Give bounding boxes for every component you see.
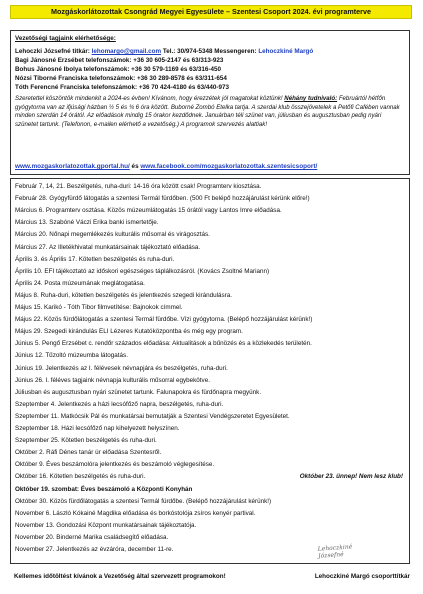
- contact-line-nozsi: Nózsi Tiborné Franciska telefonszámok: +36 30 289-8578 és 63/311-654: [15, 75, 227, 82]
- event-note-no-club: Október 23. ünnep! Nem lesz klub!: [299, 473, 403, 481]
- event-item: Április 10. EFI tájékoztató az időskori egészséges táplálkozásról. (Kovács Zsoltné Mariann): [15, 267, 270, 275]
- notice-part2: Februártól hétfőn gyógytorna van az ifjúsági házban ½ 5 és ¾ 6 óra között. Buborné Zombó Etelka tartja. A szerdai klub összejövetelek a Petőfi Cafében vannak minden szerdán 14 órától. Az előadások mindig 15 órakor kezdődnek. Januárban téli szünet van, júliusban és augusztusban pedig nyári szünetet tartunk. (Telefonon, e-mailen elérhető a vezetőség.) A programok szervezés alattiak!: [15, 95, 400, 128]
- page-title: Mozgáskorlátozottak Csongrád Megyei Egyesülete – Szentesi Csoport 2024. évi programterve: [10, 5, 412, 19]
- event-item: November 27. Jelentkezés az évzáróra, december 11-re.: [15, 546, 174, 553]
- footer: [14, 573, 410, 581]
- event-item: Június 26. I. féléves tagjaink névnapja kulturális műsorral egybekötve.: [15, 376, 210, 384]
- event-item: November 6. László Kókainé Magdika előadása és borkóstolója zsíros kenyér partival.: [15, 509, 256, 517]
- event-item: Május 22. Közös fürdőlátogatás a szentesi Termál fürdőbe. Vízi gyógytorna. (Belépő hozzájárulást kérünk!): [15, 316, 313, 324]
- web-joiner: és: [129, 163, 141, 170]
- notice-paragraph: [15, 95, 405, 129]
- footer-greeting: Kellemes időtöltést kívánok a Vezetőség által szervezett programokon!: [14, 573, 226, 580]
- contacts-box: [10, 30, 410, 175]
- contact-line-bagi: Bagi Jánosné Erzsébet telefonszámok: +36 30 605-2147 és 63/313-923: [15, 57, 224, 64]
- event-item: Május 8. Ruha-duri, kötetlen beszélgetés és jelentkezés szegedi kirándulásra.: [15, 291, 233, 299]
- event-item: Október 16. Kötetlen beszélgetés és ruha-duri.: [15, 473, 146, 481]
- event-item: Október 30. Közös fürdőlátogatás a szentesi Termál fürdőbe. (Belépő hozzájárulást kérünk!): [15, 497, 272, 505]
- event-item: Március 6. Programterv osztása. Közös múzeumlátogatás 15 órától vagy Lantos Imre előadása.: [15, 207, 282, 215]
- event-item: November 13. Gondozási Központ munkatársainak tájékoztatója.: [15, 521, 197, 529]
- secretary-prefix: Lehoczki Józsefné titkár:: [15, 48, 92, 55]
- event-item: Április 3. és Április 17. Kötetlen beszélgetés és ruha-duri.: [15, 255, 175, 263]
- event-item: Június 12. Tűzoltó múzeumba látogatás.: [15, 352, 128, 360]
- event-item: Június 19. Jelentkezés az I. félévesek névnapjára és beszélgetés, ruha-duri.: [15, 364, 228, 372]
- event-item: Október 2. Ráfi Dénes tanár úr előadása Szentesről.: [15, 449, 162, 457]
- notice-part1: Szeretettel köszöntök mindenkit a 2024-es évben! Kívánom, hogy érezzétek jól magatokat köztünk!: [15, 95, 285, 102]
- event-item: Február 7, 14, 21. Beszélgetés, ruha-duri: 14-16 óra között csak! Programterv kiosztása.: [15, 183, 262, 190]
- event-item: Március 20. Nőnapi megemlékezés kulturális műsorral és virágosztás.: [15, 231, 210, 239]
- event-item: Szeptember 18. Házi lecsófőző nap kihelyezett helyszínen.: [15, 425, 180, 432]
- secretary-line: [15, 48, 313, 56]
- event-item: Október 9. Éves beszámolóra jelentkezés és beszámoló véglegesítése.: [15, 461, 215, 469]
- event-item: Március 13. Szabóné Váczi Erika banki ismertetője.: [15, 219, 159, 227]
- contact-line-toth: Tóth Ferencné Franciska telefonszámok: +36 70 424-4180 és 63/440-973: [15, 84, 230, 91]
- event-item: Júliusban és augusztusban nyári szünetet tartunk. Falunapokra és fürdőnapra megyünk.: [15, 388, 262, 396]
- handwritten-signature: Lehoczkiné Józsefné: [317, 543, 353, 560]
- contact-line-bohus: Bohus Jánosné Ibolya telefonszámok: +36 30 579-1169 és 63/316-450: [15, 66, 221, 73]
- secretary-email-link[interactable]: lehomargo@gmail.com: [91, 48, 162, 55]
- secretary-suffix: Tel.: 30/974-5348 Messengeren:: [161, 48, 259, 55]
- web-links: [15, 163, 317, 171]
- event-item: Március 27. Az Illetékhivatal munkatársainak tájékoztató előadása.: [15, 243, 201, 251]
- event-item: Szeptember 4. Jelentkezés a házi lecsófőző napra, beszélgetés, ruha-duri.: [15, 400, 224, 408]
- notice-emphasis: Néhány tudnivaló:: [284, 95, 338, 102]
- secretary-messenger: Lehoczkiné Margó: [258, 48, 314, 55]
- event-item: Szeptember 11. Matkócsik Pál és munkatársai bemutatják a Szentesi Vendégszeretet Egyesületet.: [15, 412, 290, 420]
- website-link[interactable]: www.mozgaskorlatozottak.gportal.hu/: [15, 163, 130, 170]
- event-item: November 20. Binderné Marika családsegítő előadása.: [15, 533, 169, 541]
- events-box: [10, 178, 410, 564]
- event-item: Október 19. szombat: Éves beszámoló a Központi Konyhán: [15, 485, 193, 493]
- event-item: Május 15. Karikó - Tóth Tibor filmvetítése: Bajnokok címmel.: [15, 304, 183, 311]
- facebook-link[interactable]: www.facebook.com/mozgaskorlatozottak.szentesicsoport/: [140, 163, 318, 170]
- event-item: Szeptember 25. Kötetlen beszélgetés és ruha-duri.: [15, 437, 157, 445]
- contacts-heading: Vezetőségi tagjaink elérhetősége:: [15, 35, 116, 42]
- event-item: Április 24. Posta múzeumának meglátogatása.: [15, 279, 145, 287]
- footer-signer: Lehoczkiné Margó csoporttitkár: [314, 573, 410, 580]
- event-item: Június 5. Pengő Erzsébet c. rendőr százados előadása: Aktualitások a bűnözés és a közlekedés területén.: [15, 340, 312, 348]
- event-item: Február 28. Gyógyfürdő látogatás a szentesi Termál fürdőben. (500 Ft belépő hozzájárulást kérünk előre!): [15, 195, 310, 203]
- event-item: Május 29. Szegedi kirándulás ELI Lézeres Kutatóközpontba és még egy program.: [15, 328, 243, 336]
